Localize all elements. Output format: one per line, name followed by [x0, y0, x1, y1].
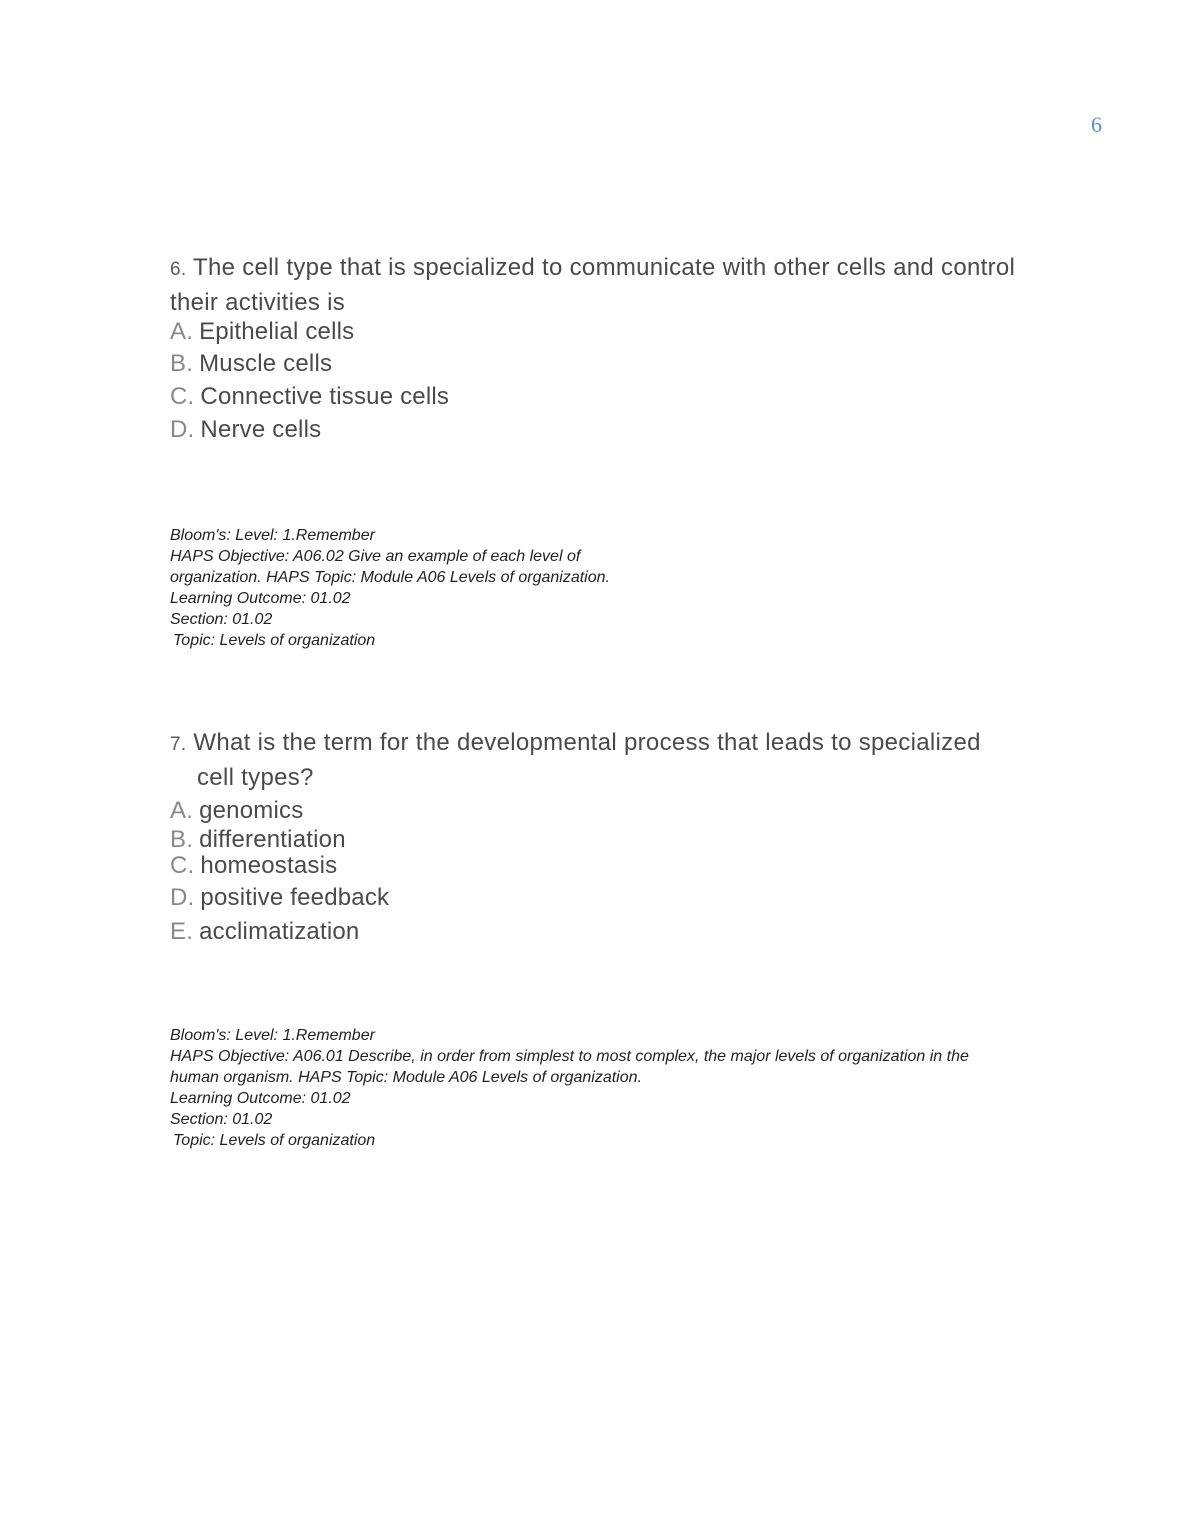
option-text: Connective tissue cells [200, 383, 450, 410]
topic: Topic: Levels of organization [173, 632, 376, 649]
question-6-metadata [170, 525, 990, 651]
option-letter: C. [170, 852, 195, 879]
haps-objective: HAPS Objective: A06.01 Describe, in order from simplest to most complex, the major levels of organization in the human organism. HAPS Topic: Module A06 Levels of organization. [170, 1048, 969, 1086]
option-letter: C. [170, 383, 195, 410]
question-number: 7. [170, 734, 187, 755]
blooms-level: Bloom's: Level: 1.Remember [170, 527, 375, 544]
topic: Topic: Levels of organization [173, 1132, 376, 1149]
question-6 [170, 251, 1050, 446]
section: Section: 01.02 [170, 611, 273, 628]
option-text: genomics [199, 797, 304, 824]
option-d [170, 414, 1050, 446]
page-number: 6 [1091, 112, 1102, 137]
question-7-metadata [170, 1025, 990, 1151]
option-c [170, 381, 1050, 413]
option-text: differentiation [199, 826, 346, 853]
option-letter: B. [170, 826, 194, 853]
blooms-level: Bloom's: Level: 1.Remember [170, 1027, 375, 1044]
section: Section: 01.02 [170, 1111, 273, 1128]
option-text: positive feedback [200, 884, 390, 911]
question-stem [170, 251, 1050, 319]
option-text: Muscle cells [199, 350, 333, 377]
option-a [170, 316, 1050, 348]
option-d [170, 882, 990, 914]
question-stem [170, 726, 990, 794]
option-text: Nerve cells [200, 416, 322, 443]
option-letter: A. [170, 797, 194, 824]
option-letter: A. [170, 318, 194, 345]
option-text: Epithelial cells [199, 318, 355, 345]
learning-outcome: Learning Outcome: 01.02 [170, 1090, 351, 1107]
option-b [170, 348, 1050, 380]
option-letter: E. [170, 918, 194, 945]
option-letter: B. [170, 350, 194, 377]
option-text: acclimatization [199, 918, 360, 945]
option-c [170, 850, 990, 882]
option-letter: D. [170, 416, 195, 443]
question-number: 6. [170, 259, 187, 280]
question-7 [170, 726, 990, 948]
question-text: The cell type that is specialized to communicate with other cells and control their activities is [170, 254, 1016, 316]
option-e [170, 916, 990, 948]
haps-objective: HAPS Objective: A06.02 Give an example of each level of organization. HAPS Topic: Module A06 Levels of organization. [170, 548, 610, 586]
option-text: homeostasis [200, 852, 338, 879]
question-text: What is the term for the developmental process that leads to specialized cell types? [193, 729, 981, 791]
option-letter: D. [170, 884, 195, 911]
learning-outcome: Learning Outcome: 01.02 [170, 590, 351, 607]
option-a [170, 795, 990, 827]
